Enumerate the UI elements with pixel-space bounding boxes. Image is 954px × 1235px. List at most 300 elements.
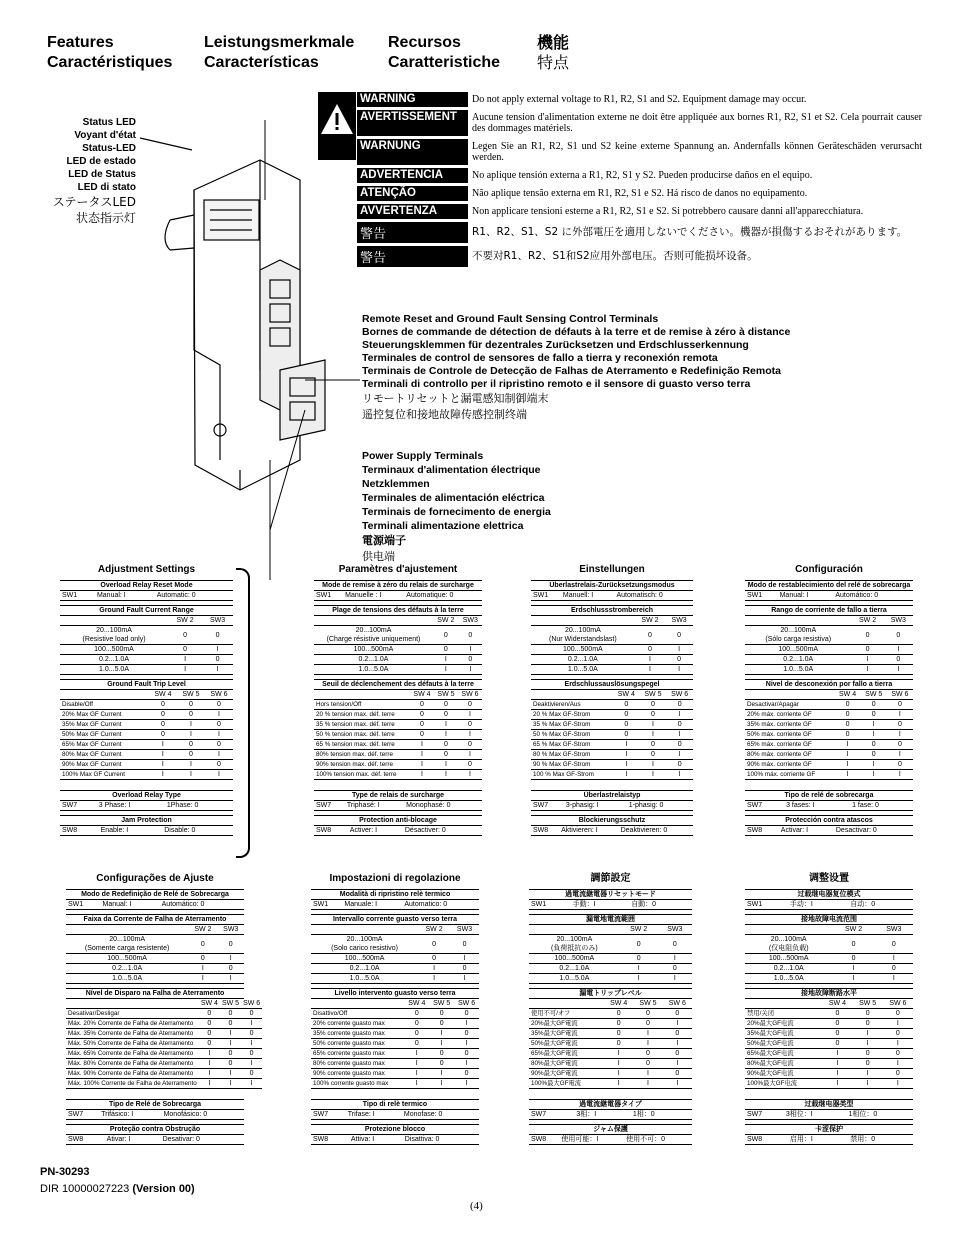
switch-value: I: [188, 974, 217, 984]
switch-value: I: [434, 730, 458, 740]
table-row: [311, 1110, 479, 1120]
trip-level-label: 50 % Max GF-Strom: [531, 730, 613, 740]
table-row: [311, 1049, 479, 1059]
warning-label: WARNING: [357, 92, 468, 109]
table-row: [66, 1069, 262, 1079]
terminal-label: Steuerungsklemmen für dezentrales Zurücksetzen und Erdschlusserkennung: [362, 339, 749, 351]
part-number: PN-30293: [40, 1166, 90, 1178]
switch-value: 0: [663, 1069, 692, 1079]
switch-value: 0: [884, 626, 913, 645]
trip-level-label: 20% máx. corriente GF: [745, 710, 834, 720]
switch-value: 0: [834, 710, 860, 720]
switch-label: SW 4: [200, 1000, 218, 1007]
table-row: [745, 655, 913, 665]
table-row: [745, 1059, 913, 1069]
trip-level-label: 20%最大GF電流: [529, 1019, 604, 1029]
option-label: 3 Phase: I: [97, 801, 165, 811]
trip-level-label: 65 % Max GF-Strom: [531, 740, 613, 750]
switch-label: SW 6: [243, 1000, 261, 1007]
switch-value: 0: [853, 1049, 883, 1059]
option-label: Monofásico: 0: [162, 1110, 244, 1120]
switch-value: 0: [887, 740, 913, 750]
switch-label: SW1: [311, 900, 342, 910]
trip-level-label: Máx. 80% Corrente de Falha de Aterramento: [66, 1059, 199, 1069]
switch-value: I: [459, 665, 482, 675]
table-row: [745, 730, 913, 740]
switch-value: I: [613, 750, 640, 760]
range-label: [745, 935, 832, 954]
table-row: [531, 760, 693, 770]
switch-value: I: [177, 730, 205, 740]
settings-box: [311, 874, 479, 1145]
terminal-label: Terminali alimentazione elettrica: [362, 520, 524, 532]
switch-value: I: [822, 1079, 852, 1089]
terminal-label: Bornes de commande de détection de défauts à la terre et de remise à zéro à distance: [362, 326, 791, 338]
features-title: Recursos: [388, 34, 461, 51]
option-label: Enable: I: [99, 826, 163, 836]
features-title: 機能: [537, 33, 570, 52]
trip-level-label: Desativar/Desligar: [66, 1009, 199, 1019]
option-label: Disattiva: 0: [403, 1135, 479, 1145]
trip-level-label: 80%最大GF電流: [529, 1059, 604, 1069]
switch-label: SW7: [60, 801, 97, 811]
switch-value: I: [429, 1039, 454, 1049]
switch-value: 0: [887, 760, 913, 770]
terminal-label: 遥控复位和接地故障传感控制终端: [362, 408, 527, 421]
table-row: [60, 730, 233, 740]
table-row: [311, 974, 479, 984]
option-label: 1相位：0: [846, 1110, 913, 1120]
switch-value: I: [177, 770, 205, 780]
table-row: [311, 1135, 479, 1145]
range-value: 20...100mA: [770, 936, 807, 943]
table-row: [531, 626, 693, 645]
table-row: [531, 720, 693, 730]
switch-value: 0: [620, 935, 658, 954]
switch-value: I: [168, 665, 202, 675]
trip-level-label: 50 % tension max. déf. terre: [314, 730, 410, 740]
switch-value: 0: [883, 1029, 913, 1039]
switch-label: SW7: [745, 801, 784, 811]
warning-label: AVVERTENZA: [357, 203, 468, 221]
switch-value: 0: [149, 710, 177, 720]
table-row: [531, 655, 693, 665]
switch-label: SW 6: [883, 999, 913, 1009]
switch-value: 0: [454, 1009, 479, 1019]
switch-value: 0: [429, 1009, 454, 1019]
range-value: 20...100mA: [556, 936, 593, 943]
switch-value: I: [666, 770, 693, 780]
switch-value: 0: [658, 935, 692, 954]
trip-level-label: Máx. 100% Corrente de Falha de Aterramento: [68, 1080, 197, 1087]
trip-level-label: 20% corrente guasto max: [311, 1019, 404, 1029]
switch-value: I: [884, 665, 913, 675]
switch-value: 0: [459, 626, 482, 645]
option-label: 启用：I: [788, 1135, 848, 1145]
table-row: [531, 616, 693, 626]
terminal-label: Power Supply Terminals: [362, 450, 484, 462]
terminal-label: リモートリセットと漏電感知制御端末: [362, 392, 549, 405]
switch-value: I: [604, 1079, 633, 1089]
dir-number: [40, 1183, 195, 1195]
switch-value: I: [834, 750, 860, 760]
option-label: Desactivar: 0: [834, 826, 913, 836]
table-row: [314, 720, 482, 730]
table-row: [66, 900, 244, 910]
blank-cell: [531, 616, 635, 626]
table-row: [314, 591, 482, 601]
trip-level-label: 80% Max GF Current: [60, 750, 149, 760]
warning-text: Aucune tension d'alimentation externe ne doit être appliquée aux bornes R1, R2, S1 et S2. Cela pourrait causer des dommages matériels.: [468, 109, 922, 138]
switch-label: SW3: [875, 925, 913, 935]
section-title: 过载继电器复位模式: [745, 889, 913, 900]
switch-value: I: [217, 954, 244, 964]
terminal-label: Remote Reset and Ground Fault Sensing Control Terminals: [362, 313, 659, 325]
switch-value: I: [241, 1039, 262, 1049]
switch-value: 0: [613, 710, 640, 720]
switch-label: SW8: [311, 1135, 349, 1145]
switch-value: I: [454, 1019, 479, 1029]
device-illustration: [140, 120, 370, 580]
option-label: Trifásico: I: [99, 1110, 161, 1120]
section-title: Overload Relay Type: [60, 790, 233, 801]
table-row: [311, 1079, 479, 1089]
switch-value: I: [640, 720, 667, 730]
switch-value: 0: [199, 1039, 220, 1049]
switch-value: 0: [177, 710, 205, 720]
switch-value: 0: [205, 720, 233, 730]
table-row: [529, 1059, 692, 1069]
features-title: Features: [47, 34, 114, 51]
trip-level-label: 65 % tension max. déf. terre: [314, 740, 410, 750]
trip-level-label: Máx. 50% Corrente de Falha de Aterramento: [66, 1039, 199, 1049]
switch-label: SW 5: [434, 690, 458, 700]
trip-level-label: 20%最大GF电流: [745, 1019, 822, 1029]
option-label: 3相位：I: [784, 1110, 847, 1120]
trip-level-label: 80% tension max. déf. terre: [314, 750, 410, 760]
terminal-label: Terminaux d'alimentation électrique: [362, 464, 541, 476]
table-row: [745, 801, 913, 811]
led-label: LED de estado: [66, 156, 136, 167]
switch-value: 0: [149, 720, 177, 730]
trip-level-label: 50% corrente guasto max: [311, 1039, 404, 1049]
section-title: Ground Fault Trip Level: [60, 679, 233, 690]
option-label: Manuell: I: [561, 591, 615, 601]
trip-level-label: 50%最大GF电流: [745, 1039, 822, 1049]
switch-value: 0: [434, 750, 458, 760]
table-row: [314, 801, 482, 811]
switch-value: I: [604, 1059, 633, 1069]
switch-label: SW 5: [221, 1000, 240, 1007]
warning-row: [357, 138, 922, 167]
switch-value: 0: [205, 760, 233, 770]
switch-value: I: [663, 1079, 692, 1089]
switch-value: I: [410, 760, 434, 770]
switch-label: SW 5: [633, 999, 662, 1009]
switch-value: I: [613, 760, 640, 770]
switch-value: I: [875, 974, 913, 984]
warning-text: Do not apply external voltage to R1, R2, S1 and S2. Equipment damage may occur.: [468, 92, 922, 109]
blank-cell: [745, 616, 851, 626]
switch-value: I: [861, 720, 887, 730]
section-title: 過電流継電器タイプ: [529, 1099, 692, 1110]
section-title: Tipo de Relé de Sobrecarga: [66, 1099, 244, 1110]
section-title: Überlastrelais-Zurücksetzungsmodus: [531, 580, 693, 591]
trip-level-label: 65%最大GF電流: [529, 1049, 604, 1059]
switch-value: 0: [458, 740, 482, 750]
option-label: Automatique: 0: [404, 591, 482, 601]
led-label: Status-LED: [82, 143, 136, 154]
switch-value: I: [861, 760, 887, 770]
switch-value: I: [454, 1059, 479, 1069]
trip-level-label: 65% máx. corriente GF: [745, 740, 834, 750]
warning-label: ATENÇÃO: [357, 185, 468, 203]
box-title: Einstellungen: [579, 564, 645, 575]
option-label: 禁用：0: [848, 1135, 913, 1145]
led-label: Voyant d'état: [74, 130, 136, 141]
option-label: Désactiver: 0: [403, 826, 482, 836]
range-label: 1.0...5.0A: [60, 665, 168, 675]
table-row: [314, 710, 482, 720]
table-row: [745, 700, 913, 710]
table-row: [60, 700, 233, 710]
blank-cell: [745, 999, 822, 1009]
warning-symbol-panel: [318, 92, 356, 160]
switch-value: I: [429, 1029, 454, 1039]
switch-value: I: [404, 1049, 429, 1059]
range-label: 0.2...1.0A: [60, 655, 168, 665]
trip-level-label: 20% Max GF Current: [60, 710, 149, 720]
section-title: Proteção contra Obstrução: [66, 1124, 244, 1135]
table-row: [314, 740, 482, 750]
switch-label: SW 5: [429, 999, 454, 1009]
switch-value: I: [635, 665, 666, 675]
section-title: Protection anti-blocage: [314, 815, 482, 826]
power-terminals-labels: [362, 449, 762, 565]
trip-level-label: 100% corrente guasto max: [311, 1079, 404, 1089]
trip-level-label: Máx. 20% Corrente de Falha de Aterramento: [66, 1019, 199, 1029]
table-row: [311, 964, 479, 974]
option-label: 3 fases: I: [784, 801, 850, 811]
switch-value: 0: [853, 1059, 883, 1069]
switch-value: 0: [620, 954, 658, 964]
switch-label: SW7: [311, 1110, 346, 1120]
switch-value: 0: [853, 1009, 883, 1019]
switch-value: I: [883, 1019, 913, 1029]
option-label: Activer: I: [348, 826, 403, 836]
settings-box: [745, 874, 913, 1145]
switch-value: I: [604, 1049, 633, 1059]
warning-row: [357, 185, 922, 203]
trip-level-label: 35% máx. corriente GF: [745, 720, 834, 730]
switch-value: 0: [822, 1009, 852, 1019]
option-label: Automatic: 0: [155, 591, 233, 601]
table-row: [60, 591, 233, 601]
switch-value: 0: [418, 935, 450, 954]
table-row: [529, 1135, 692, 1145]
table-row: [745, 1135, 913, 1145]
option-label: Manual: I: [101, 900, 160, 910]
switch-value: 0: [429, 1019, 454, 1029]
section-title: Seuil de déclenchement des défauts à la terre: [314, 679, 482, 690]
switch-value: 0: [410, 700, 434, 710]
blank-cell: [66, 925, 188, 935]
table-row: [314, 770, 482, 780]
switch-value: I: [663, 1039, 692, 1049]
switch-value: 0: [666, 760, 693, 770]
switch-value: 0: [149, 730, 177, 740]
table-row: [529, 1019, 692, 1029]
table-row: [531, 710, 693, 720]
switch-label: SW3: [202, 616, 233, 626]
range-note: (Somente carga resistente): [84, 945, 170, 952]
switch-label: SW 4: [834, 690, 860, 700]
table-row: [745, 925, 913, 935]
switch-value: I: [434, 720, 458, 730]
switch-value: 0: [241, 1049, 262, 1059]
status-led-labels: [30, 116, 136, 226]
switch-value: 0: [220, 1049, 241, 1059]
led-label: ステータスLED: [52, 195, 136, 209]
switch-value: I: [633, 1069, 662, 1079]
switch-value: 0: [404, 1039, 429, 1049]
section-title: 漏電地電流範囲: [529, 914, 692, 925]
features-title: 特点: [537, 53, 570, 72]
section-title: Livello intervento guasto verso terra: [311, 988, 479, 999]
switch-value: 0: [454, 1029, 479, 1039]
switch-value: 0: [188, 935, 217, 954]
section-title: Intervallo corrente guasto verso terra: [311, 914, 479, 925]
table-row: [66, 1019, 262, 1029]
table-row: [745, 626, 913, 645]
switch-value: 0: [883, 1009, 913, 1019]
switch-value: I: [220, 1069, 241, 1079]
warning-label: WARNUNG: [357, 138, 468, 167]
switch-label: SW3: [658, 925, 692, 935]
box-title: Configurações de Ajuste: [96, 873, 214, 884]
switch-value: I: [665, 665, 693, 675]
switch-value: 0: [853, 1019, 883, 1029]
table-row: [745, 1110, 913, 1120]
terminal-label: Netzklemmen: [362, 478, 430, 490]
warning-triangle-icon: [318, 100, 356, 140]
trip-level-label: 35% corrente guasto max: [311, 1029, 404, 1039]
switch-value: I: [633, 1079, 662, 1089]
trip-level-label: 100 % Max GF-Strom: [531, 770, 613, 780]
trip-level-label: 35 % tension max. déf. terre: [314, 720, 410, 730]
table-row: [60, 645, 233, 655]
range-label: 0.2...1.0A: [529, 964, 620, 974]
switch-value: 0: [861, 700, 887, 710]
led-label: 状态指示灯: [75, 211, 136, 225]
switch-value: 0: [410, 710, 434, 720]
table-row: [66, 1135, 244, 1145]
blank-cell: [531, 690, 613, 700]
option-label: Automatico: 0: [402, 900, 479, 910]
terminal-label: Terminali di controllo per il ripristino remoto e il sensore di guasto verso terra: [362, 378, 751, 390]
table-row: [531, 770, 693, 780]
trip-level-label: Máx. 65% Corrente de Falha de Aterramento: [66, 1049, 199, 1059]
table-row: [60, 826, 233, 836]
switch-value: I: [458, 730, 482, 740]
switch-value: 0: [666, 700, 693, 710]
switch-label: SW3: [450, 925, 479, 935]
switch-value: 0: [822, 1039, 852, 1049]
switch-label: SW3: [459, 616, 482, 626]
switch-label: SW 2: [832, 925, 874, 935]
switch-value: I: [458, 710, 482, 720]
adjustment-bracket: [236, 568, 250, 858]
switch-value: 0: [633, 1059, 662, 1069]
option-label: 使用不可：0: [624, 1135, 692, 1145]
switch-label: SW 6: [666, 690, 693, 700]
section-title: Nível de Disparo na Falha de Aterramento: [66, 988, 244, 999]
switch-value: I: [199, 1059, 220, 1069]
option-label: 3相：I: [574, 1110, 630, 1120]
trip-level-label: 100%最大GF电流: [745, 1079, 822, 1089]
switch-label: SW1: [745, 591, 778, 601]
blank-cell: [66, 999, 199, 1009]
trip-level-label: 80% corrente guasto max: [311, 1059, 404, 1069]
switch-value: I: [217, 974, 244, 984]
switch-label: SW 4: [613, 690, 640, 700]
table-row: [745, 1039, 913, 1049]
switch-value: I: [450, 954, 479, 964]
switch-value: I: [199, 1079, 220, 1089]
switch-value: 0: [834, 720, 860, 730]
table-row: [531, 826, 693, 836]
table-row: [531, 591, 693, 601]
switch-value: 0: [458, 720, 482, 730]
section-title: Type de relais de surcharge: [314, 790, 482, 801]
switch-value: I: [853, 1039, 883, 1049]
blank-cell: [60, 616, 168, 626]
range-note: (Charge résistive uniquement): [326, 636, 421, 643]
switch-value: 0: [205, 740, 233, 750]
table-row: [529, 1029, 692, 1039]
section-title: Modalità di ripristino relè termico: [311, 889, 479, 900]
option-label: Disable: 0: [162, 826, 233, 836]
switch-value: I: [458, 770, 482, 780]
table-row: [745, 750, 913, 760]
table-row: [745, 740, 913, 750]
trip-level-label: 80%最大GF电流: [745, 1059, 822, 1069]
table-row: [314, 826, 482, 836]
switch-value: 0: [188, 954, 217, 964]
switch-value: 0: [434, 700, 458, 710]
switch-label: SW 6: [458, 690, 482, 700]
switch-value: I: [434, 770, 458, 780]
switch-label: SW 4: [410, 690, 434, 700]
switch-value: 0: [434, 710, 458, 720]
switch-value: I: [404, 1079, 429, 1089]
table-row: [531, 730, 693, 740]
switch-value: 0: [458, 760, 482, 770]
switch-value: 0: [861, 710, 887, 720]
trip-level-label: Desactivar/Apagar: [745, 700, 834, 710]
section-title: Faixa da Corrente de Falha de Aterramento: [66, 914, 244, 925]
blank-cell: [529, 999, 604, 1009]
switch-value: 0: [241, 1009, 262, 1019]
table-row: [311, 1039, 479, 1049]
table-row: [745, 974, 913, 984]
switch-value: 0: [450, 935, 479, 954]
switch-value: 0: [220, 1019, 241, 1029]
section-title: ジャム保護: [529, 1124, 692, 1135]
switch-value: I: [410, 740, 434, 750]
trip-level-label: 100%最大GF電流: [529, 1079, 604, 1089]
section-title: 接地故障电流范围: [745, 914, 913, 925]
